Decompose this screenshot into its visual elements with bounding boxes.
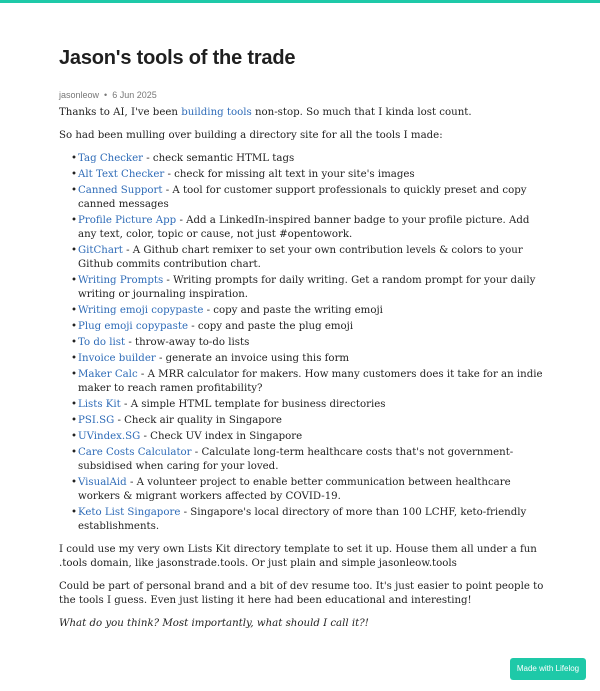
list-item: • VisualAid - A volunteer project to enable better communication between healthcare workers & migrant workers affected by COVID-19.: [71, 477, 511, 502]
tool-link[interactable]: Keto List Singapore: [78, 507, 181, 518]
list-item: • Alt Text Checker - check for missing alt text in your site's images: [71, 169, 415, 180]
bullet-icon: •: [71, 447, 78, 458]
paragraph-personal-brand: Could be part of personal brand and a bit of dev resume too. It's just easier to point people to the tools I guess. Even just listing it here had been educational and interesting!: [59, 581, 544, 606]
post-title: Jason's tools of the trade: [59, 47, 296, 69]
bullet-icon: •: [71, 507, 78, 518]
author-link[interactable]: jasonleow: [59, 90, 100, 100]
bullet-icon: •: [71, 169, 78, 180]
list-item: • GitChart - A Github chart remixer to set your own contribution levels & colors to your Github commits contribution chart.: [71, 245, 523, 270]
list-item: • PSI.SG - Check air quality in Singapore: [71, 415, 282, 426]
list-item: • Plug emoji copypaste - copy and paste the plug emoji: [71, 321, 354, 332]
building-tools-link[interactable]: building tools: [181, 107, 252, 118]
post-date: 6 Jun 2025: [112, 90, 157, 100]
tool-link[interactable]: Writing emoji copypaste: [78, 305, 204, 316]
list-item: • Profile Picture App - Add a LinkedIn-inspired banner badge to your profile picture. Add any text, color, topic or cause, not just #opentowork.: [71, 215, 530, 240]
bullet-icon: •: [71, 399, 78, 410]
bullet-icon: •: [71, 215, 78, 226]
closing-question: What do you think? Most importantly, what should I call it?!: [59, 618, 369, 629]
tool-link[interactable]: GitChart: [78, 245, 123, 256]
tools-list: [59, 152, 545, 534]
bullet-icon: •: [71, 153, 78, 164]
tool-link[interactable]: VisualAid: [78, 477, 127, 488]
tool-link[interactable]: Tag Checker: [78, 153, 143, 164]
list-item: • UVindex.SG - Check UV index in Singapore: [71, 431, 303, 442]
bullet-icon: •: [71, 337, 78, 348]
paragraph-lists-kit: I could use my very own Lists Kit directory template to set it up. House them all under a fun .tools domain, like jasonstrade.tools. Or just plain and simple jasonleow.tools: [59, 544, 537, 569]
bullet-icon: •: [71, 185, 78, 196]
meta-separator: •: [104, 90, 108, 100]
tool-link[interactable]: Care Costs Calculator: [78, 447, 192, 458]
list-item: • Keto List Singapore - Singapore's local directory of more than 100 LCHF, keto-friendly establishments.: [71, 507, 527, 532]
post-meta: [59, 89, 545, 101]
made-with-lifelog-button[interactable]: Made with Lifelog: [510, 658, 586, 680]
list-item: • Lists Kit - A simple HTML template for business directories: [71, 399, 386, 410]
list-item: • Canned Support - A tool for customer support professionals to quickly preset and copy canned messages: [71, 185, 527, 210]
bullet-icon: •: [71, 321, 78, 332]
tool-link[interactable]: To do list: [78, 337, 126, 348]
post: [59, 44, 545, 640]
intro-paragraph: Thanks to AI, I've been building tools non-stop. So much that I kinda lost count.: [59, 107, 472, 118]
list-item: • Invoice builder - generate an invoice using this form: [71, 353, 350, 364]
tool-link[interactable]: Lists Kit: [78, 399, 121, 410]
list-item: • Tag Checker - check semantic HTML tags: [71, 153, 295, 164]
list-item: • Care Costs Calculator - Calculate long-term healthcare costs that's not government-subsidised when caring for your loved.: [71, 447, 514, 472]
top-accent-bar: [0, 0, 600, 3]
list-item: • Writing emoji copypaste - copy and paste the writing emoji: [71, 305, 383, 316]
bullet-icon: •: [71, 353, 78, 364]
tool-link[interactable]: Plug emoji copypaste: [78, 321, 188, 332]
tool-link[interactable]: Writing Prompts: [78, 275, 164, 286]
bullet-icon: •: [71, 245, 78, 256]
bullet-icon: •: [71, 431, 78, 442]
tool-link[interactable]: Alt Text Checker: [78, 169, 165, 180]
tool-link[interactable]: PSI.SG: [78, 415, 115, 426]
bullet-icon: •: [71, 369, 78, 380]
bullet-icon: •: [71, 275, 78, 286]
tool-link[interactable]: Canned Support: [78, 185, 163, 196]
tool-link[interactable]: Invoice builder: [78, 353, 156, 364]
tool-link[interactable]: UVindex.SG: [78, 431, 141, 442]
bullet-icon: •: [71, 415, 78, 426]
lead-paragraph: So had been mulling over building a directory site for all the tools I made:: [59, 130, 443, 141]
list-item: • Maker Calc - A MRR calculator for makers. How many customers does it take for an indie maker to reach ramen profitability?: [71, 369, 543, 394]
bullet-icon: •: [71, 477, 78, 488]
tool-link[interactable]: Maker Calc: [78, 369, 138, 380]
tool-link[interactable]: Profile Picture App: [78, 215, 177, 226]
list-item: • To do list - throw-away to-do lists: [71, 337, 250, 348]
list-item: • Writing Prompts - Writing prompts for daily writing. Get a random prompt for your daily writing or journaling inspiration.: [71, 275, 536, 300]
post-body: [59, 106, 545, 631]
bullet-icon: •: [71, 305, 78, 316]
